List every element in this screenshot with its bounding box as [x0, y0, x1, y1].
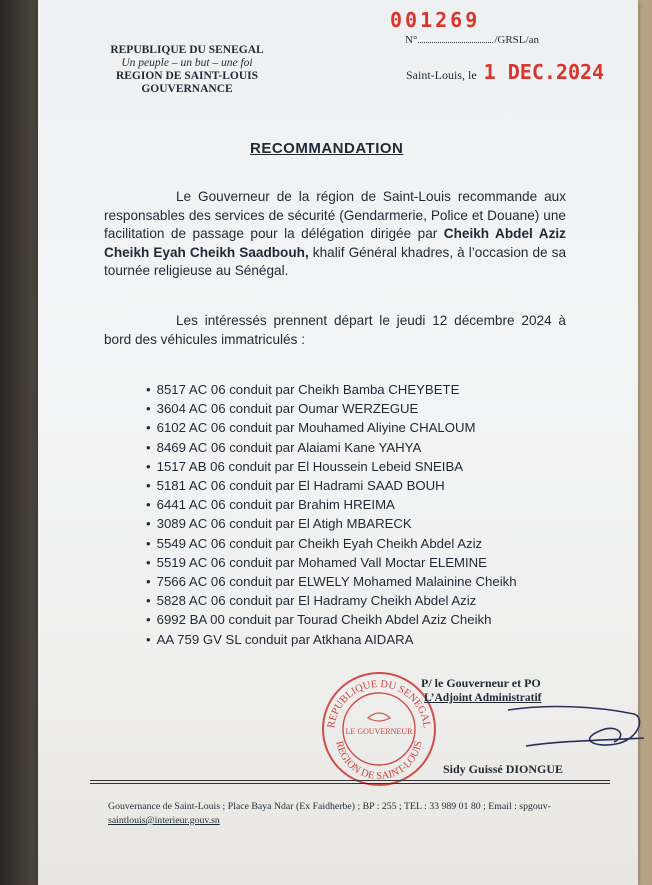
letterhead	[106, 44, 268, 96]
vehicle-item: • 5519 AC 06 conduit par Mohamed Vall Moctar ELEMINE	[146, 553, 517, 572]
paragraph-1-end: khalif Général khadres, à l’occasion de sa tournée religieuse au Sénégal.	[104, 244, 566, 278]
document-title: RECOMMANDATION	[250, 140, 404, 157]
vehicle-item: • 8469 AC 06 conduit par Alaiami Kane YAHYA	[146, 438, 517, 457]
vehicle-item: • 8517 AC 06 conduit par Cheikh Bamba CHEYBETE	[146, 380, 517, 399]
vehicle-item: • 3604 AC 06 conduit par Oumar WERZEGUE	[146, 399, 517, 418]
footer-rule	[90, 780, 610, 781]
republic-name: REPUBLIQUE DU SENEGAL	[110, 44, 264, 56]
vehicle-item: • 5828 AC 06 conduit par El Hadramy Cheikh Abdel Aziz	[146, 591, 517, 610]
vehicle-item: • 1517 AB 06 conduit par El Houssein Lebeid SNEIBA	[146, 457, 517, 476]
handwritten-signature	[506, 700, 646, 760]
footer-rule-second	[90, 783, 610, 784]
signatory-title: P/ le Gouverneur et PO	[421, 676, 541, 690]
signatory-name: Sidy Guissé DIONGUE	[443, 762, 564, 776]
vehicle-item: • 5549 AC 06 conduit par Cheikh Eyah Cheikh Abdel Aziz	[146, 534, 517, 553]
reference-line	[405, 34, 539, 46]
date-line	[406, 60, 604, 84]
footer-email: saintlouis@interieur.gouv.sn	[108, 815, 220, 826]
vehicle-item: • AA 759 GV SL conduit par Atkhana AIDARA	[146, 630, 517, 649]
region-name: REGION DE SAINT-LOUIS	[115, 70, 259, 82]
document-page	[38, 0, 638, 885]
reference-prefix: N°	[405, 34, 418, 46]
date-place: Saint-Louis, le	[406, 68, 477, 82]
national-motto: Un peuple – un but – une foi	[121, 57, 253, 69]
reference-number: 001269	[390, 8, 481, 32]
signatory-position: L’Adjoint Administratif	[424, 692, 542, 704]
vehicle-item: • 6102 AC 06 conduit par Mouhamed Aliyine CHALOUM	[146, 418, 517, 437]
delegation-leader-name: Cheikh Abdel Aziz Cheikh Eyah Cheikh Saadbouh,	[104, 226, 566, 260]
office-name: GOUVERNANCE	[141, 83, 233, 95]
footer-line-1: Gouvernance de Saint-Louis ; Place Baya Ndar (Ex Faidherbe) ; BP : 255 ; TEL : 33 989 01 80 ; Email : spgouv-	[108, 801, 551, 812]
vehicle-item: • 5181 AC 06 conduit par El Hadrami SAAD BOUH	[146, 476, 517, 495]
paragraph-1-start: Le Gouverneur de la région de Saint-Louis recommande aux responsables des services de sécurité (Gendarmerie, Police et Douane) une facilitation de passage pour la délégation dirigée par	[104, 189, 566, 241]
svg-text:LE GOUVERNEUR: LE GOUVERNEUR	[345, 727, 413, 736]
vehicle-list	[146, 380, 517, 649]
svg-text:REGION DE SAINT-LOUIS: REGION DE SAINT-LOUIS	[333, 740, 425, 783]
svg-text:REPUBLIQUE DU SENEGAL: REPUBLIQUE DU SENEGAL	[326, 678, 432, 729]
date-stamp: 1 DEC.2024	[483, 60, 605, 84]
reference-dots	[418, 42, 493, 43]
paragraph-recommendation	[104, 188, 566, 281]
vehicle-item: • 6441 AC 06 conduit par Brahim HREIMA	[146, 495, 517, 514]
paragraph-2-text: Les intéressés prennent départ le jeudi 12 décembre 2024 à bord des véhicules immatriculés :	[104, 313, 566, 347]
vehicle-item: • 3089 AC 06 conduit par El Atigh MBARECK	[146, 514, 517, 533]
footer-address	[108, 800, 551, 828]
reference-suffix: /GRSL/an	[494, 34, 539, 46]
vehicle-item: • 7566 AC 06 conduit par ELWELY Mohamed Malainine Cheikh	[146, 572, 517, 591]
vehicle-item: • 6992 BA 00 conduit par Tourad Cheikh Abdel Aziz Cheikh	[146, 610, 517, 629]
paragraph-departure	[104, 312, 566, 349]
